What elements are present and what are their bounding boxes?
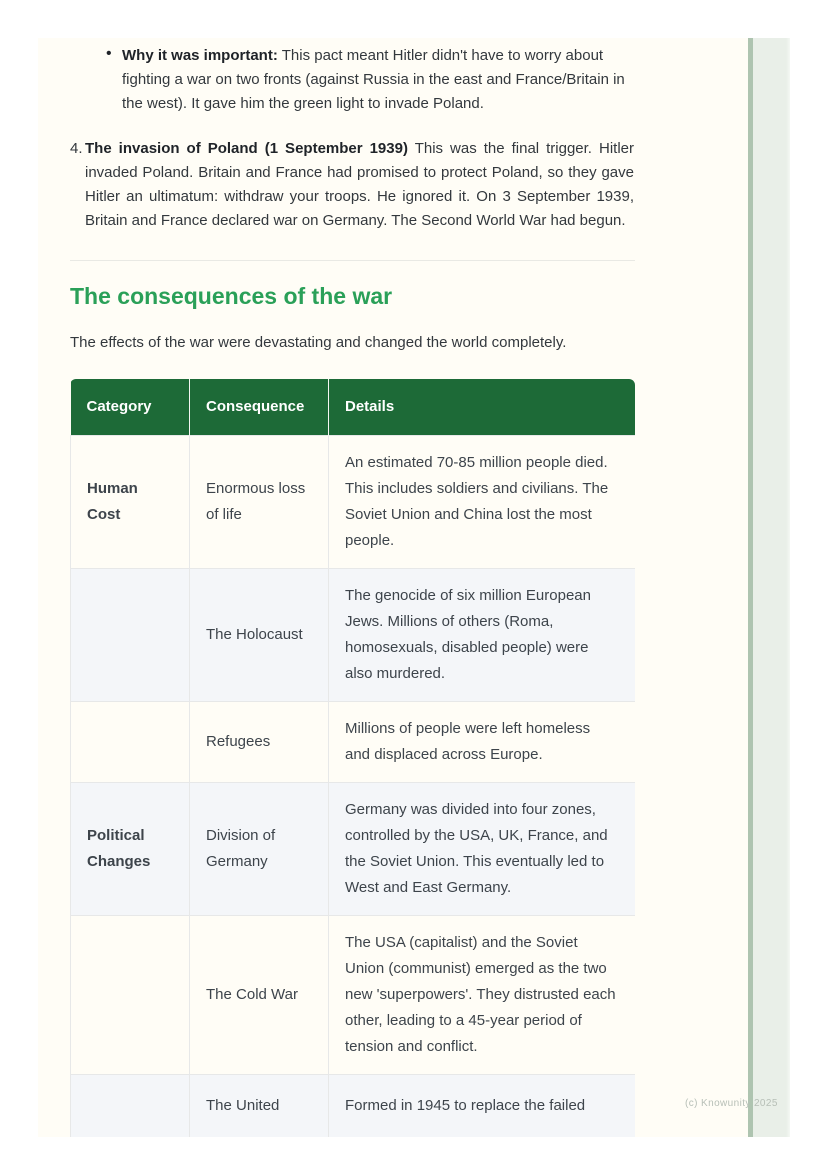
consequence-cell: The Cold War (190, 916, 329, 1075)
section-intro-text: The effects of the war were devastating and changed the world completely. (70, 334, 567, 351)
category-cell (71, 569, 190, 702)
details-cell: Formed in 1945 to replace the failed (329, 1075, 636, 1138)
section-heading: The consequences of the war (70, 283, 393, 309)
list-item-number: 4. (70, 140, 83, 157)
details-cell: Millions of people were left homeless and displaced across Europe. (329, 702, 636, 783)
consequence-cell: The Holocaust (190, 569, 329, 702)
category-cell: Political Changes (71, 783, 190, 916)
details-cell: An estimated 70-85 million people died. This includes soldiers and civilians. The Soviet Union and China lost the most people. (329, 436, 636, 569)
document-card (38, 38, 790, 1137)
column-header-consequence: Consequence (190, 379, 329, 436)
details-cell: The USA (capitalist) and the Soviet Union (communist) emerged as the two new 'superpowers'. They distrusted each other, leading to a 45-year period of tension and conflict. (329, 916, 636, 1075)
consequence-cell: Division of Germany (190, 783, 329, 916)
bullet-item-text: This pact meant Hitler didn't have to worry about fighting a war on two fronts (against Russia in the east and France/Britain in the west). It gave him the green light to invade Poland. (122, 47, 625, 112)
category-cell (71, 1075, 190, 1138)
consequences-table (70, 379, 635, 1137)
table-row (71, 783, 636, 916)
document-content (70, 44, 634, 1137)
consequence-cell: The United (190, 1075, 329, 1138)
column-header-category: Category (71, 379, 190, 436)
table-row (71, 1075, 636, 1138)
details-cell: Germany was divided into four zones, controlled by the USA, UK, France, and the Soviet Union. This eventually led to West and East Germany. (329, 783, 636, 916)
details-cell: The genocide of six million European Jews. Millions of others (Roma, homosexuals, disabled people) were also murdered. (329, 569, 636, 702)
table-row (71, 702, 636, 783)
table-row (71, 569, 636, 702)
table-row (71, 436, 636, 569)
bullet-list-item (70, 44, 634, 116)
category-cell (71, 916, 190, 1075)
bullet-item-label: Why it was important: (122, 47, 278, 64)
bullet-marker-icon: • (106, 45, 112, 62)
copyright-watermark: (c) Knowunity 2025 (685, 1098, 778, 1109)
column-header-details: Details (329, 379, 636, 436)
numbered-list-item (70, 137, 634, 233)
table-header-row (71, 379, 636, 436)
consequence-cell: Enormous loss of life (190, 436, 329, 569)
numbered-item-label: The invasion of Poland (1 September 1939) (85, 140, 408, 157)
section-divider (70, 260, 635, 261)
page-edge-stripe (748, 38, 790, 1137)
consequence-cell: Refugees (190, 702, 329, 783)
table-row (71, 916, 636, 1075)
category-cell (71, 702, 190, 783)
category-cell: Human Cost (71, 436, 190, 569)
numbered-item-text: This was the final trigger. Hitler invaded Poland. Britain and France had promised to protect Poland, so they gave Hitler an ultimatum: withdraw your troops. He ignored it. On 3 September 1939, Britain and France declared war on Germany. The Second World War had begun. (85, 140, 634, 229)
